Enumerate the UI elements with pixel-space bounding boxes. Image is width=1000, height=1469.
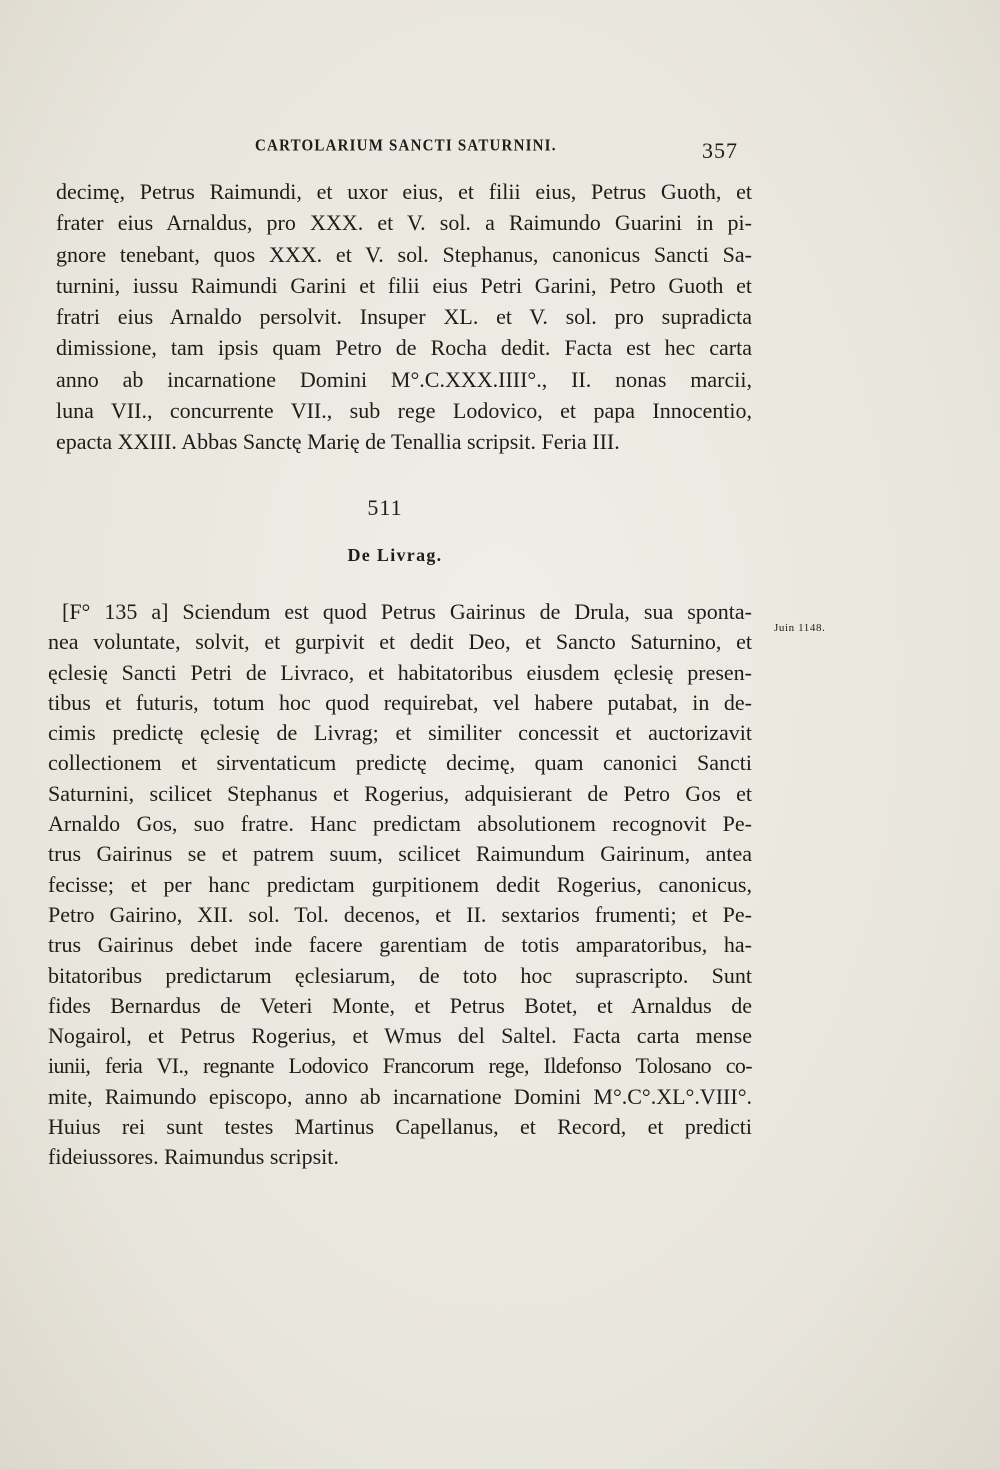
text-line: Nogairol, et Petrus Rogerius, et Wmus del Saltel. Facta carta mense (48, 1023, 752, 1049)
text-line: bitatoribus predictarum ęclesiarum, de toto hoc suprascripto. Sunt (48, 962, 752, 988)
text-line: fideiussores. Raimundus scripsit. (48, 1144, 339, 1170)
page-number: 357 (702, 138, 738, 163)
text-line: nea voluntate, solvit, et gurpivit et dedit Deo, et Sancto Saturnino, et (48, 629, 752, 655)
text-line: turnini, iussu Raimundi Garini et filii eius Petri Garini, Petro Guoth et (56, 272, 752, 298)
margin-date-note: Juin 1148. (774, 622, 826, 634)
text-line: decimę, Petrus Raimundi, et uxor eius, et filii eius, Petrus Guoth, et (56, 179, 752, 204)
charter-511-body (48, 597, 752, 1173)
text-line: ęclesię Sancti Petri de Livraco, et habitatoribus eiusdem ęclesię presen- (48, 659, 752, 685)
text-line: trus Gairinus debet inde facere garentiam de totis amparatoribus, ha- (48, 932, 752, 958)
text-line: epacta XXIII. Abbas Sanctę Marię de Tenallia scripsit. Feria III. (56, 429, 620, 455)
text-line: [F° 135 a] Sciendum est quod Petrus Gairinus de Drula, sua sponta- (62, 599, 752, 624)
text-line: fratri eius Arnaldo persolvit. Insuper XL. et V. sol. pro supradicta (56, 304, 752, 330)
text-line: trus Gairinus se et patrem suum, scilicet Raimundum Gairinum, antea (48, 841, 752, 867)
text-line: Arnaldo Gos, suo fratre. Hanc predictam absolutionem recognovit Pe- (48, 811, 752, 837)
text-line: Huius rei sunt testes Martinus Capellanus, et Record, et predicti (48, 1114, 752, 1140)
text-line: frater eius Arnaldus, pro XXX. et V. sol. a Raimundo Guarini in pi- (56, 210, 752, 236)
running-title: CARTOLARIUM SANCTI SATURNINI. (255, 137, 557, 155)
charter-number: 511 (367, 495, 403, 520)
text-line: Saturnini, scilicet Stephanus et Rogerius, adquisierant de Petro Gos et (48, 780, 752, 806)
text-line: cimis predictę ęclesię de Livrag; et similiter concessit et auctorizavit (48, 720, 752, 746)
text-line: gnore tenebant, quos XXX. et V. sol. Stephanus, canonicus Sancti Sa- (56, 241, 752, 267)
text-line: fecisse; et per hanc predictam gurpitionem dedit Rogerius, canonicus, (48, 871, 752, 897)
text-line: luna VII., concurrente VII., sub rege Lodovico, et papa Innocentio, (56, 398, 752, 424)
text-line: anno ab incarnatione Domini M°.C.XXX.IIII°., II. nonas marcii, (56, 366, 752, 392)
text-line: mite, Raimundo episcopo, anno ab incarnatione Domini M°.C°.XL°.VIII°. (48, 1083, 752, 1109)
charter-title: De Livrag. (347, 545, 443, 565)
text-line: fides Bernardus de Veteri Monte, et Petrus Botet, et Arnaldus de (48, 992, 752, 1018)
text-line: dimissione, tam ipsis quam Petro de Rocha dedit. Facta est hec carta (56, 335, 752, 361)
text-line: tibus et futuris, totum hoc quod requirebat, vel habere putabat, in de- (48, 689, 752, 715)
text-line: iunii, feria VI., regnante Lodovico Francorum rege, Ildefonso Tolosano co- (48, 1053, 752, 1079)
text-line: Petro Gairino, XII. sol. Tol. decenos, et II. sextarios frumenti; et Pe- (48, 901, 752, 927)
text-line: collectionem et sirventaticum predictę decimę, quam canonici Sancti (48, 750, 752, 776)
charter-510-conclusion (56, 176, 752, 458)
